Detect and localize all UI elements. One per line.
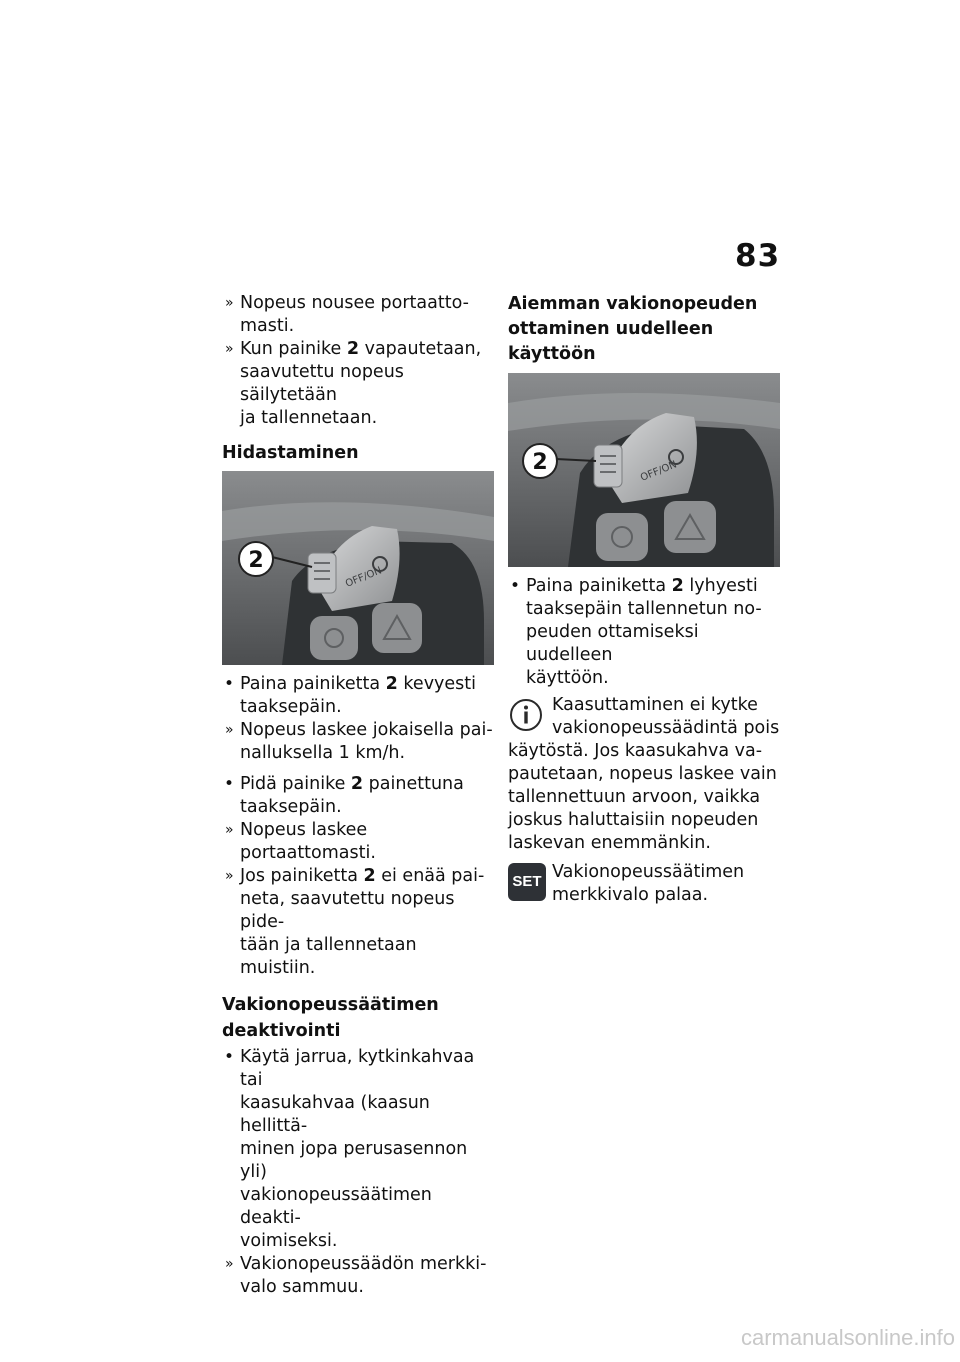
list-item-text: Nopeus laskee portaattomasti. <box>240 820 376 863</box>
list-item-text: ei enää pai- neta, saavutettu nopeus pide- tään ja tallennetaan muistiin. <box>240 866 485 978</box>
set-indicator-icon: SET <box>508 863 546 901</box>
section-heading: Aiemman vakionopeuden ottaminen uudelleen käyttöön <box>508 294 758 364</box>
page-number: 83 <box>735 238 781 274</box>
list-item-text: Jos painiketta <box>240 866 364 886</box>
result-marker: » <box>225 868 234 884</box>
bullet-marker: • <box>224 1047 235 1067</box>
watermark: carmanualsonline.info <box>740 1325 955 1350</box>
set-note <box>508 861 780 907</box>
button-reference: 2 <box>671 576 684 596</box>
list-item <box>222 673 494 719</box>
list-item <box>222 292 494 338</box>
note-text: käytöstä. Jos kaasukahva va- pautetaan, nopeus laskee vain tallennettuun arvoon, vaikka joskus haluttaisiin nopeuden laskevan enemmänkin. <box>508 741 777 853</box>
result-marker: » <box>225 295 234 311</box>
result-marker: » <box>225 1256 234 1272</box>
section-heading: Hidastaminen <box>222 443 359 463</box>
list-item <box>222 719 494 765</box>
list-item-text: Nopeus laskee jokaisella pai- nalluksella 1 km/h. <box>240 720 493 763</box>
handlebar-photo <box>222 471 494 665</box>
list-item-text: vapautetaan, saavutettu nopeus säilytetään ja tallennetaan. <box>240 339 482 428</box>
list-item-text: lyhyesti taaksepäin tallennetun no- peuden ottamiseksi uudelleen käyttöön. <box>526 576 762 688</box>
callout-number: 2 <box>248 548 264 573</box>
list-item <box>222 865 494 980</box>
result-marker: » <box>225 722 234 738</box>
bullet-marker: • <box>224 674 235 694</box>
list-item <box>222 338 494 430</box>
list-item-text: painettuna taaksepäin. <box>240 774 464 817</box>
note-text: Kaasuttaminen ei kytke vakionopeussäädintä pois <box>552 695 780 738</box>
list-item <box>222 1253 494 1299</box>
list-item-text: Käytä jarrua, kytkinkahvaa tai kaasukahvaa (kaasun hellittä- minen jopa perusasennon yli) vakionopeussäätimen deakti- voimiseksi. <box>240 1047 475 1251</box>
list-item <box>222 1046 494 1253</box>
list-item-text: kevyesti taaksepäin. <box>240 674 477 717</box>
result-marker: » <box>225 341 234 357</box>
callout-number: 2 <box>532 450 548 475</box>
section-heading: Vakionopeussäätimen deaktivointi <box>222 995 439 1041</box>
right-column <box>508 292 780 907</box>
left-column <box>222 292 494 1299</box>
button-reference: 2 <box>385 674 398 694</box>
list-item-text: Paina painiketta <box>240 674 386 694</box>
bullet-marker: • <box>510 576 521 596</box>
button-reference: 2 <box>346 339 360 359</box>
info-icon <box>508 697 544 733</box>
button-label: OFF/ON <box>639 459 679 484</box>
button-reference: 2 <box>350 774 364 794</box>
button-label: OFF/ON <box>344 565 384 590</box>
result-marker: » <box>225 822 234 838</box>
info-note <box>508 694 780 855</box>
bullet-marker: • <box>224 774 235 794</box>
list-item <box>222 773 494 819</box>
list-item-text: Paina painiketta <box>526 576 672 596</box>
list-item <box>508 575 780 690</box>
list-item-text: Vakionopeussäädön merkki- valo sammuu. <box>240 1254 487 1297</box>
button-reference: 2 <box>363 866 376 886</box>
note-text: Vakionopeussäätimen merkkivalo palaa. <box>552 862 745 905</box>
list-item-text: Kun painike <box>240 339 347 359</box>
handlebar-photo <box>508 373 780 567</box>
list-item-text: Pidä painike <box>240 774 351 794</box>
list-item-text: Nopeus nousee portaatto- masti. <box>240 293 469 336</box>
list-item <box>222 819 494 865</box>
